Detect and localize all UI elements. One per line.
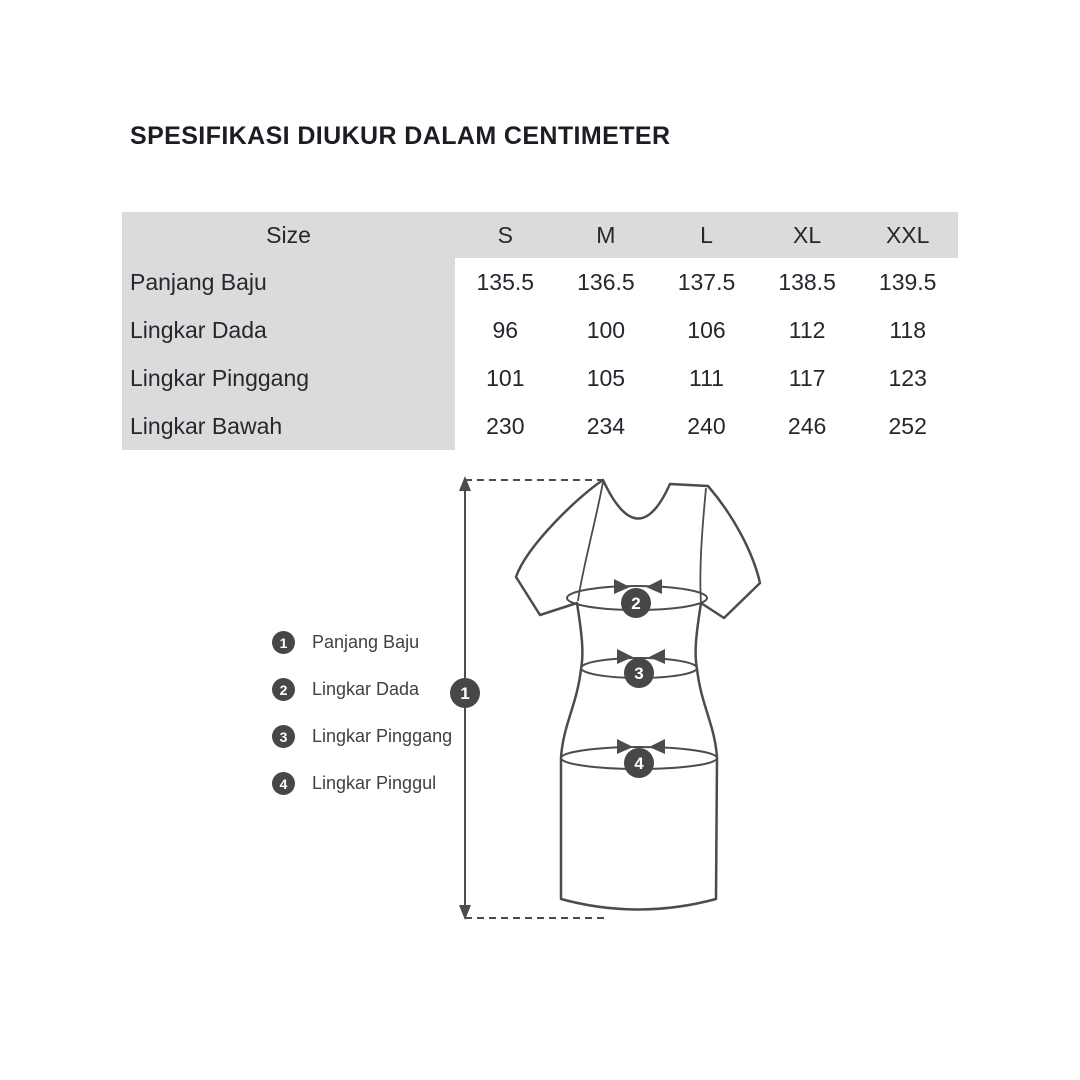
column-header-xl: XL bbox=[757, 212, 858, 258]
cell-value: 117 bbox=[757, 354, 858, 402]
legend-item-panjang-baju bbox=[272, 619, 452, 666]
legend-number-badge: 4 bbox=[272, 772, 295, 795]
cell-value: 96 bbox=[455, 306, 556, 354]
column-header-m: M bbox=[556, 212, 657, 258]
cell-value: 112 bbox=[757, 306, 858, 354]
cell-value: 234 bbox=[556, 402, 657, 450]
svg-text:1: 1 bbox=[460, 684, 470, 703]
cell-value: 252 bbox=[857, 402, 958, 450]
column-header-s: S bbox=[455, 212, 556, 258]
row-label-lingkar-dada: Lingkar Dada bbox=[122, 306, 455, 354]
row-label-lingkar-pinggang: Lingkar Pinggang bbox=[122, 354, 455, 402]
size-spec-table bbox=[122, 212, 958, 450]
cell-value: 230 bbox=[455, 402, 556, 450]
cell-value: 100 bbox=[556, 306, 657, 354]
svg-text:3: 3 bbox=[634, 664, 644, 683]
legend-number-badge: 3 bbox=[272, 725, 295, 748]
legend-label: Lingkar Pinggang bbox=[312, 726, 453, 746]
legend-number-badge: 2 bbox=[272, 678, 295, 701]
page-title: SPESIFIKASI DIUKUR DALAM CENTIMETER bbox=[130, 122, 671, 150]
cell-value: 101 bbox=[455, 354, 556, 402]
column-header-l: L bbox=[656, 212, 757, 258]
legend-label: Lingkar Dada bbox=[312, 679, 420, 699]
cell-value: 137.5 bbox=[656, 258, 757, 306]
cell-value: 105 bbox=[556, 354, 657, 402]
badge-1 bbox=[450, 678, 480, 708]
dress-measurement-diagram bbox=[440, 455, 780, 935]
measurement-legend bbox=[272, 619, 452, 807]
legend-item-lingkar-pinggul bbox=[272, 760, 452, 807]
column-header-size: Size bbox=[122, 212, 455, 258]
badge-4 bbox=[624, 748, 654, 778]
row-label-lingkar-bawah: Lingkar Bawah bbox=[122, 402, 455, 450]
legend-label: Panjang Baju bbox=[312, 632, 420, 652]
badge-3 bbox=[624, 658, 654, 688]
cell-value: 106 bbox=[656, 306, 757, 354]
legend-item-lingkar-dada bbox=[272, 666, 452, 713]
badge-2 bbox=[621, 588, 651, 618]
legend-number-badge: 1 bbox=[272, 631, 295, 654]
cell-value: 139.5 bbox=[857, 258, 958, 306]
cell-value: 111 bbox=[656, 354, 757, 402]
row-label-panjang-baju: Panjang Baju bbox=[122, 258, 455, 306]
cell-value: 138.5 bbox=[757, 258, 858, 306]
svg-text:2: 2 bbox=[631, 594, 641, 613]
dress-outline bbox=[516, 480, 760, 910]
arrowhead-up-icon bbox=[459, 476, 471, 491]
cell-value: 118 bbox=[857, 306, 958, 354]
cell-value: 246 bbox=[757, 402, 858, 450]
cell-value: 136.5 bbox=[556, 258, 657, 306]
legend-label: Lingkar Pinggul bbox=[312, 773, 437, 793]
legend-item-lingkar-pinggang bbox=[272, 713, 452, 760]
cell-value: 123 bbox=[857, 354, 958, 402]
cell-value: 240 bbox=[656, 402, 757, 450]
svg-text:4: 4 bbox=[634, 754, 644, 773]
column-header-xxl: XXL bbox=[857, 212, 958, 258]
cell-value: 135.5 bbox=[455, 258, 556, 306]
